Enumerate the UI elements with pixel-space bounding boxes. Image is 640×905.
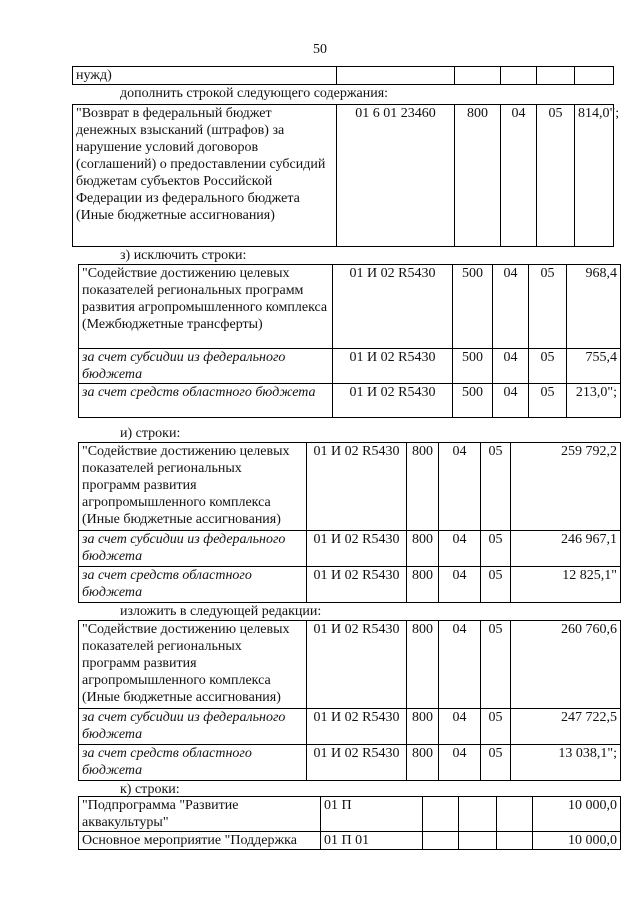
row-name: за счет субсидии из федерального бюджета [79,709,307,745]
table-row [79,621,621,709]
row-name: "Содействие достижению целевых показателей региональных программ развития агропромышленного комплекса (Иные бюджетные ассигнования) [79,621,307,709]
row-name: нужд) [73,67,337,85]
row-vr: 800 [407,621,439,709]
row-name: "Содействие достижению целевых показателей региональных программ развития агропромышленного комплекса (Иные бюджетные ассигнования) [79,443,307,531]
row-pr: 05 [529,384,567,418]
row-rz: 04 [439,531,481,567]
top-fragment-table [72,66,614,85]
row-sum: 213,0"; [567,384,621,418]
table-row [79,797,621,832]
row-name: Основное мероприятие "Поддержка [79,832,321,850]
row-code: 01 И 02 R5430 [307,567,407,603]
old-rows-table [78,442,621,603]
page-number: 50 [313,42,327,57]
row-rz: 04 [493,384,529,418]
row-sum: 246 967,1 [511,531,621,567]
row-rz: 04 [493,349,529,384]
table-row [79,531,621,567]
new-rows-table [78,620,621,781]
instruction-add-row: дополнить строкой следующего содержания: [120,86,389,101]
row-code: 01 И 02 R5430 [307,621,407,709]
row-pr: 05 [529,265,567,349]
row-code: 01 П 01 [321,832,423,850]
row-code: 01 И 02 R5430 [333,265,453,349]
row-vr: 500 [453,384,493,418]
row-name: за счет субсидии из федерального бюджета [79,349,333,384]
instruction-rows-k: к) строки: [120,782,180,797]
row-name: за счет средств областного бюджета [79,567,307,603]
row-pr: 05 [537,105,575,247]
row-pr: 05 [481,531,511,567]
row-sum: 260 760,6 [511,621,621,709]
row-code: 01 П [321,797,423,832]
row-sum: 968,4 [567,265,621,349]
table-row [79,265,621,349]
row-rz: 04 [501,105,537,247]
table-row [79,709,621,745]
row-pr: 05 [529,349,567,384]
row-pr: 05 [481,709,511,745]
row-sum: 10 000,0 [533,797,621,832]
row-name: "Возврат в федеральный бюджет денежных взысканий (штрафов) за нарушение условий договоров (соглашений) о предоставлении субсидий бюджетам субъектов Российской Федерации из федерального бюджета (Иные бюджетные ассигнования) [73,105,337,247]
row-pr: 05 [481,745,511,781]
row-vr: 800 [455,105,501,247]
subprogram-table [78,796,621,850]
row-code: 01 И 02 R5430 [307,745,407,781]
row-vr: 800 [407,531,439,567]
row-vr: 800 [407,567,439,603]
row-rz: 04 [439,621,481,709]
row-sum: 247 722,5 [511,709,621,745]
row-name: за счет средств областного бюджета [79,745,307,781]
row-code: 01 И 02 R5430 [307,531,407,567]
row-sum: 12 825,1" [511,567,621,603]
row-rz: 04 [439,745,481,781]
table-row [73,67,614,85]
row-vr: 800 [407,443,439,531]
row-name: "Содействие достижению целевых показателей региональных программ развития агропромышленного комплекса (Межбюджетные трансферты) [79,265,333,349]
table-row [79,349,621,384]
table-row [79,567,621,603]
row-sum: 814,0"; [575,105,614,247]
instruction-new-edition: изложить в следующей редакции: [120,604,322,619]
table-row [79,443,621,531]
row-sum: 13 038,1"; [511,745,621,781]
row-code: 01 И 02 R5430 [333,349,453,384]
row-vr: 800 [407,709,439,745]
instruction-rows: и) строки: [120,426,181,441]
row-name: за счет средств областного бюджета [79,384,333,418]
add-row-table [72,104,620,247]
row-vr: 500 [453,265,493,349]
row-sum: 259 792,2 [511,443,621,531]
row-code: 01 И 02 R5430 [307,443,407,531]
row-name: "Подпрограмма "Развитие аквакультуры" [79,797,321,832]
row-sum: 755,4 [567,349,621,384]
row-code: 01 И 02 R5430 [307,709,407,745]
row-rz: 04 [439,567,481,603]
row-sum: 10 000,0 [533,832,621,850]
row-pr: 05 [481,567,511,603]
row-pr: 05 [481,621,511,709]
table-row [73,105,614,247]
table-row [79,832,621,850]
instruction-delete-rows: з) исключить строки: [120,248,247,263]
row-code: 01 6 01 23460 [337,105,455,247]
row-pr: 05 [481,443,511,531]
row-code: 01 И 02 R5430 [333,384,453,418]
delete-rows-table [78,264,621,418]
table-row [79,384,621,418]
row-rz: 04 [493,265,529,349]
row-vr: 500 [453,349,493,384]
row-rz: 04 [439,709,481,745]
row-rz: 04 [439,443,481,531]
table-row [79,745,621,781]
row-vr: 800 [407,745,439,781]
row-name: за счет субсидии из федерального бюджета [79,531,307,567]
